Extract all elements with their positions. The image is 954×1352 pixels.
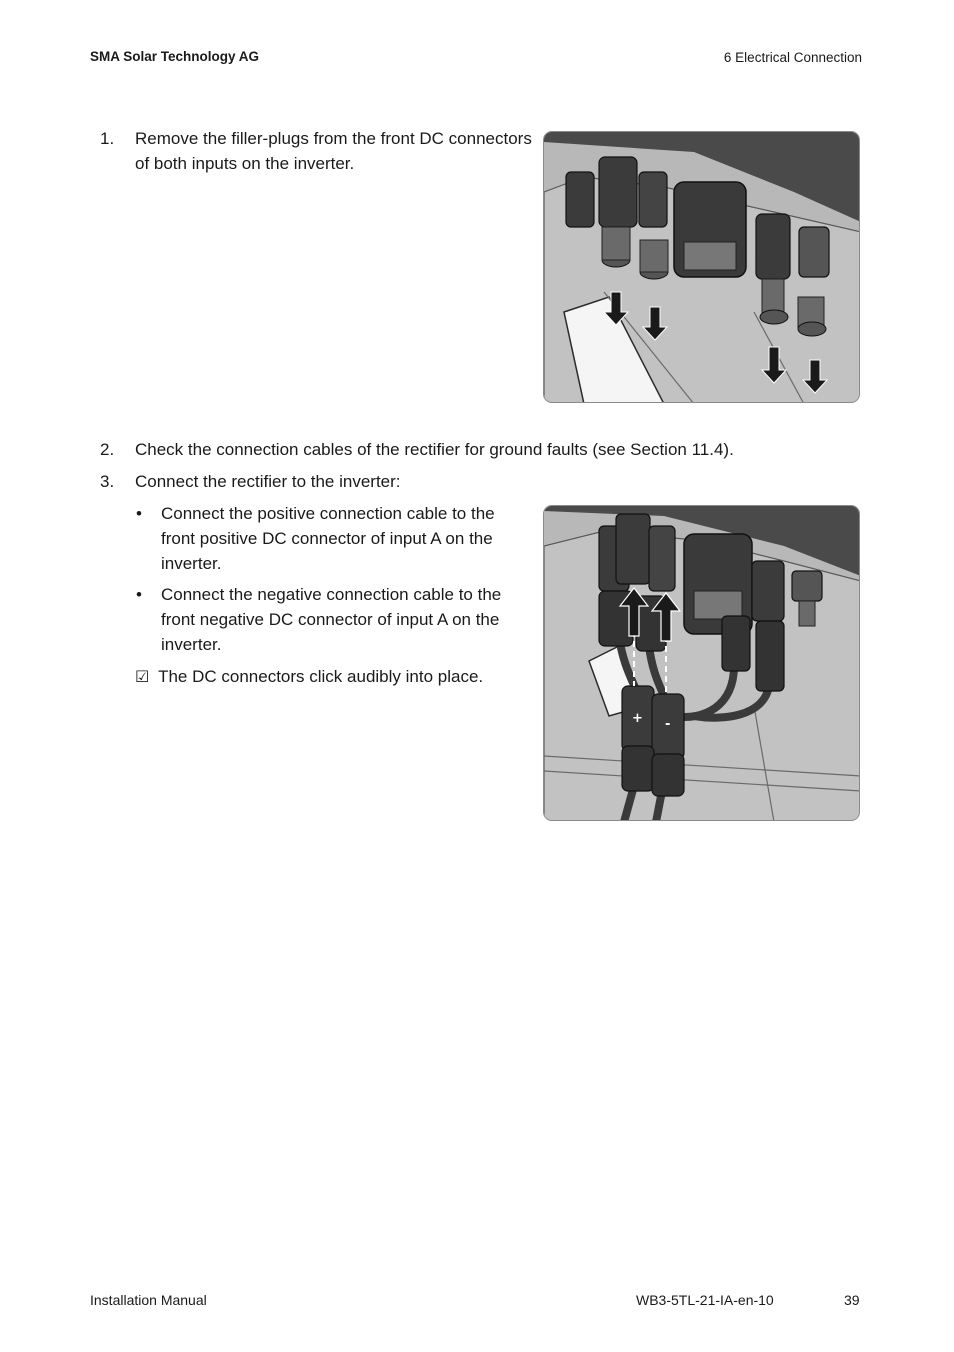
bullet-1-line-1: Connect the positive connection cable to the — [161, 504, 495, 523]
bullet-1 — [161, 501, 521, 576]
bullet-2 — [161, 582, 521, 657]
footer-page-number: 39 — [844, 1292, 860, 1308]
bullet-2-line-2: front negative DC connector of input A on the — [161, 610, 500, 629]
figure-2-illustration — [544, 506, 860, 821]
bullet-2-symbol: • — [136, 585, 142, 604]
minus-label: - — [665, 717, 671, 732]
step-2-number: 2. — [100, 440, 115, 459]
step-2-text: Check the connection cables of the rectifier for ground faults (see Section 11.4). — [135, 440, 734, 459]
figure-remove-filler-plugs — [543, 131, 860, 403]
bullet-1-symbol: • — [136, 504, 142, 523]
header-section: 6 Electrical Connection — [723, 50, 862, 65]
result-text: The DC connectors click audibly into place. — [158, 667, 484, 686]
step-1-line-2: of both inputs on the inverter. — [135, 154, 355, 173]
footer-doc-id: WB3-5TL-21-IA-en-10 — [636, 1292, 774, 1308]
header-company: SMA Solar Technology AG — [90, 49, 260, 64]
step-1-line-1: Remove the filler-plugs from the front DC connectors — [135, 129, 532, 148]
plus-label: + — [632, 711, 643, 726]
step-1-number: 1. — [100, 129, 115, 148]
result — [135, 664, 483, 689]
bullet-2-line-3: inverter. — [161, 635, 222, 654]
footer-manual-label: Installation Manual — [90, 1292, 207, 1308]
checkbox-icon: ☑ — [135, 667, 150, 686]
figure-1-illustration — [544, 132, 860, 403]
figure-connect-rectifier — [543, 505, 860, 821]
bullet-2-line-1: Connect the negative connection cable to the — [161, 585, 502, 604]
bullet-1-line-3: inverter. — [161, 554, 222, 573]
bullet-1-line-2: front positive DC connector of input A on the — [161, 529, 493, 548]
step-3-text: Connect the rectifier to the inverter: — [135, 472, 401, 491]
step-3-number: 3. — [100, 472, 115, 491]
